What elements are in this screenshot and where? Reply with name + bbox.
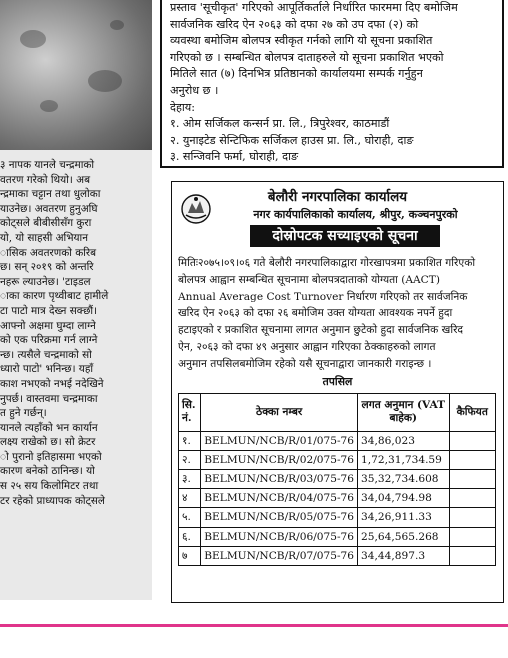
office-subtitle: नगर कार्यपालिकाको कार्यालय, श्रीपुर, कञ्चनपुरको (253, 208, 458, 221)
top-notice-line: अनुरोध छ । (170, 83, 219, 97)
recipient-item: १. ओम सर्जिकल कन्सर्न प्रा. लि., त्रिपुरेश्वर, काठमाडौं (170, 117, 390, 131)
page-bottom-rule (0, 624, 508, 627)
left-article-line: कोट्सले बीबीसीसँग कुरा (0, 217, 92, 230)
left-article-line: ो पुरानो इतिहासमा भएको (0, 450, 102, 463)
row-estimate: 1,72,31,734.59 (358, 450, 449, 469)
top-notice-line: प्रस्ताव 'सूचीकृत' गरिएको आपूर्तिकर्ताले निर्धारित फारममा दिए बमोजिम (170, 1, 458, 14)
notice-body-line: Annual Average Cost Turnover निर्धारण गरिएको तर सार्वजनिक (178, 290, 468, 303)
left-article-line: त हुने गर्छन्। (0, 407, 47, 420)
top-notice-line: सार्वजनिक खरिद ऐन २०६३ को दफा २७ को उप दफा (२) को (170, 17, 419, 31)
left-article-line: टर रहेको प्राध्यापक कोट्सले (0, 494, 105, 507)
row-contract-no: BELMUN/NCB/R/07/075-76 (201, 546, 358, 565)
left-article-line: लक्ष्य राखेको छ। सो क्रेटर (0, 436, 96, 449)
header-contract-no: ठेक्का नम्बर (201, 393, 358, 431)
row-contract-no: BELMUN/NCB/R/02/075-76 (201, 450, 358, 469)
left-article-line: छ। सन् २०१९ को अन्तरि (0, 261, 94, 274)
left-article-line: ध्यारो पाटो' भनिन्छ। यहाँ (0, 363, 94, 376)
notice-body-line: मितिः२०७५।०९।०६ गते बेलौरी नगरपालिकाद्वारा गोरखापत्रमा प्रकाशित गरिएको (178, 257, 476, 269)
row-contract-no: BELMUN/NCB/R/01/075-76 (201, 431, 358, 450)
header-sn: सि. नं. (179, 393, 201, 431)
row-remarks (449, 469, 496, 488)
notice-banner: दोस्रोपटक सच्याइएको सूचना (250, 225, 440, 247)
notice-body-line: ऐन, २०६३ को दफा ४९ अनुसार आह्वान गरिएका ठेक्काहरुको लागत (178, 340, 436, 353)
top-notice-line: व्यवस्था बमोजिम बोलपत्र स्वीकृत गर्नको लागि यो सूचना प्रकाशित (170, 34, 433, 48)
table-row (179, 546, 496, 565)
table-row (179, 431, 496, 450)
row-remarks (449, 508, 496, 527)
row-sn: ७ (179, 546, 201, 565)
left-article-line: काश नभएको नभई नदेखिने (0, 377, 104, 390)
office-title: बेलौरी नगरपालिका कार्यालय (267, 189, 408, 205)
notice-body-line: अनुमान तपसिलबमोजिम रहेको यसै सूचनाद्वारा जानकारी गराइन्छ । (178, 357, 432, 370)
left-article-line: नुपर्छ। वास्तवमा चन्द्रमाका (0, 392, 98, 405)
row-estimate: 34,04,794.98 (358, 489, 449, 508)
left-article-text (0, 158, 150, 508)
left-article-line: आफ्नो अक्षमा घुम्दा लाग्ने (0, 319, 96, 332)
row-contract-no: BELMUN/NCB/R/06/075-76 (201, 527, 358, 546)
recipient-item: २. युनाइटेड सेन्टिफिक सर्जिकल हाउस प्रा. लि., घोराही, दाङ (170, 133, 414, 147)
notice-header (178, 185, 497, 255)
table-row (179, 469, 496, 488)
header-remarks: कैफियत (449, 393, 496, 431)
left-article-line: याउनेछ। अवतरण हुनुअघि (0, 202, 98, 215)
row-estimate: 35,32,734.608 (358, 469, 449, 488)
left-article-line: यो, यो साहसी अभियान (0, 231, 89, 244)
notice-body-line: बोलपत्र आह्वान सम्बन्धित सूचनामा बोलपत्रदाताको योग्यता (AACT) (178, 273, 440, 286)
table-row (179, 508, 496, 527)
row-estimate: 34,44,897.3 (358, 546, 449, 565)
left-article-line: टा पाटो मात्र देख्न सक्छौं। (0, 304, 98, 317)
row-contract-no: BELMUN/NCB/R/05/075-76 (201, 508, 358, 527)
estimate-table (178, 393, 496, 566)
recipients-list (170, 116, 494, 166)
row-contract-no: BELMUN/NCB/R/03/075-76 (201, 469, 358, 488)
table-row (179, 450, 496, 469)
table-row (179, 527, 496, 546)
left-article-line: यानले त्यहाँको भन कार्यान (0, 421, 98, 434)
row-sn: १. (179, 431, 201, 450)
left-article-line: ाका कारण पृथ्वीबाट हामीले (0, 290, 109, 303)
row-contract-no: BELMUN/NCB/R/04/075-76 (201, 489, 358, 508)
left-article-line: ३ नापक यानले चन्द्रमाको (0, 159, 95, 171)
row-sn: ३. (179, 469, 201, 488)
left-article-line: ासिक अवतरणको करिब (0, 246, 97, 259)
left-article-line: न्छ। त्यसैले चन्द्रमाको सो (0, 348, 92, 361)
row-sn: ६. (179, 527, 201, 546)
row-estimate: 25,64,565.268 (358, 527, 449, 546)
left-article-line: वतरण गरेको थियो। अब (0, 173, 90, 186)
recipient-item: ३. सन्जिवनि फर्मा, घोराही, दाङ (170, 150, 299, 164)
table-header-row (179, 393, 496, 431)
table-row (179, 489, 496, 508)
row-remarks (449, 546, 496, 565)
table-body (179, 431, 496, 565)
row-sn: ५. (179, 508, 201, 527)
row-remarks (449, 431, 496, 450)
header-estimate: लगत अनुमान (VAT बाहेक) (358, 393, 449, 431)
left-article-line: स २५ सय किलोमिटर तथा (0, 480, 99, 493)
row-sn: ४ (179, 489, 201, 508)
top-notice-line: गरिएको छ । सम्बन्धित बोलपत्र दाताहरुले यो सूचना प्रकाशित भएको (170, 50, 444, 64)
top-notice-line: मितिले सात (७) दिनभित्र प्रतिष्ठानको कार्यालयमा सम्पर्क गर्नुहुन (170, 67, 423, 81)
row-estimate: 34,26,911.33 (358, 508, 449, 527)
moon-surface-photo (0, 0, 152, 150)
left-article-line: कारण बनेको ठानिन्छ। यो (0, 465, 95, 478)
municipality-notice-box (171, 181, 504, 603)
left-article-line: को एक परिक्रमा गर्न लाग्ने (0, 334, 98, 347)
row-sn: २. (179, 450, 201, 469)
left-article-column (0, 0, 152, 600)
notice-body-text (178, 255, 497, 373)
left-article-line: न्द्रमाका चट्टान तथा धुलोका (0, 188, 101, 201)
row-remarks (449, 489, 496, 508)
table-title: तपसिल (322, 374, 353, 388)
notice-body-line: खरिद ऐन २०६३ को दफा २६ बमोजिम उक्त योग्यता आवश्यक नपर्ने हुदा (178, 307, 453, 320)
top-notice-body (170, 0, 494, 100)
row-remarks (449, 527, 496, 546)
notice-body-line: हटाइएको र प्रकाशित सूचनामा लागत अनुमान छुटेको हुदा सार्वजनिक खरिद (178, 324, 464, 337)
row-remarks (449, 450, 496, 469)
left-article-line: नहरू ल्याउनेछ। 'टाइडल (0, 275, 91, 288)
recipients-label: देहाय: (170, 100, 196, 114)
top-notice-box (160, 0, 504, 168)
row-estimate: 34,86,023 (358, 431, 449, 450)
